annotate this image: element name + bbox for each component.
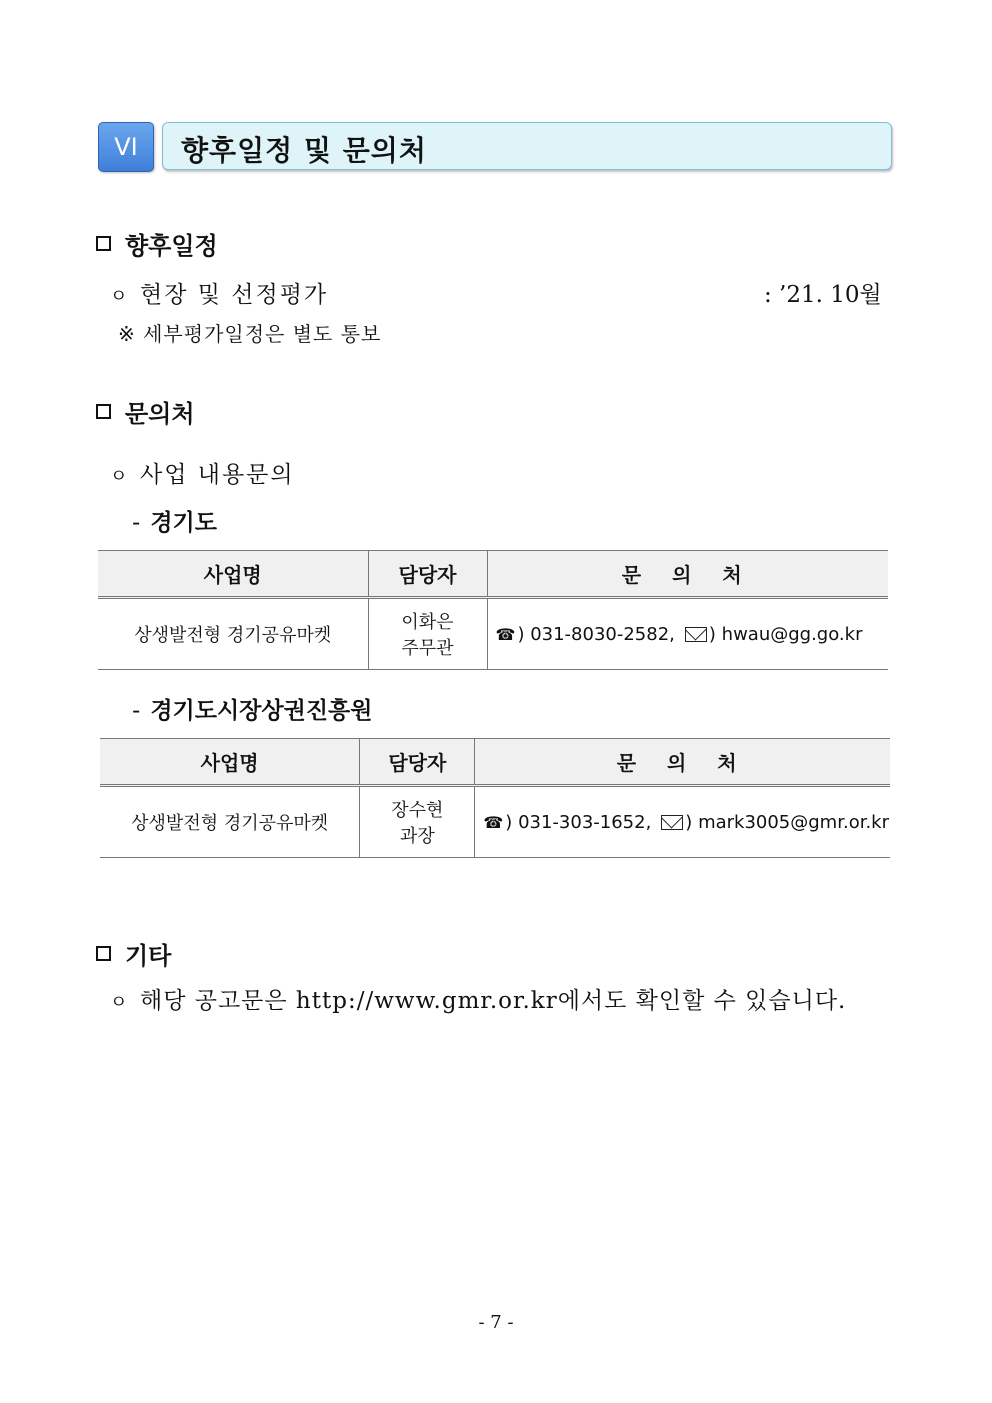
square-bullet-icon xyxy=(96,946,111,961)
email-address[interactable]: mark3005@gmr.or.kr xyxy=(698,811,889,833)
page-number: - 7 - xyxy=(478,1312,514,1333)
contact-item xyxy=(110,456,295,489)
header-person: 담당자 xyxy=(360,739,475,786)
schedule-note: ※ 세부평가일정은 별도 통보 xyxy=(118,322,382,346)
other-item xyxy=(110,982,846,1015)
section-title: 향후일정 및 문의처 xyxy=(181,134,427,167)
contact-table xyxy=(98,550,888,670)
telephone-icon: ☎ xyxy=(483,812,504,832)
phone-prefix: ) xyxy=(505,811,513,833)
contact-cell xyxy=(475,786,890,858)
project-name: 상생발전형 경기공유마켓 xyxy=(98,598,368,670)
phone-prefix: ) xyxy=(517,623,525,645)
schedule-heading-text: 향후일정 xyxy=(125,232,218,260)
contact-heading xyxy=(96,394,195,429)
person-cell xyxy=(368,598,487,670)
contact-cell xyxy=(487,598,888,670)
telephone-icon: ☎ xyxy=(495,624,516,644)
email-prefix: ) xyxy=(708,623,716,645)
email-address[interactable]: hwau@gg.go.kr xyxy=(721,623,863,645)
person-title: 주무관 xyxy=(401,638,454,659)
table-row xyxy=(98,598,888,670)
header-project: 사업명 xyxy=(98,551,368,598)
header-contact: 문 의 처 xyxy=(475,739,890,786)
other-heading xyxy=(96,936,171,971)
phone-number: 031-8030-2582, xyxy=(530,623,675,645)
person-cell xyxy=(360,786,475,858)
dash-marker: - xyxy=(132,510,141,536)
section-number: VI xyxy=(98,122,154,172)
envelope-icon xyxy=(661,815,683,830)
phone-number: 031-303-1652, xyxy=(518,811,652,833)
dash-marker: - xyxy=(132,698,141,724)
header-person: 담당자 xyxy=(368,551,487,598)
contact-heading-text: 문의처 xyxy=(125,400,195,428)
contact-group-name: 경기도시장상권진흥원 xyxy=(150,698,373,724)
other-heading-text: 기타 xyxy=(125,942,172,970)
circle-bullet: ㅇ xyxy=(110,466,128,487)
envelope-icon xyxy=(685,627,707,642)
circle-bullet: ㅇ xyxy=(110,992,128,1013)
section-title-box xyxy=(162,122,892,170)
square-bullet-icon xyxy=(96,404,111,419)
project-name: 상생발전형 경기공유마켓 xyxy=(100,786,360,858)
schedule-item xyxy=(110,276,328,309)
schedule-item-label: 현장 및 선정평가 xyxy=(140,282,329,308)
contact-group-title xyxy=(132,692,373,725)
other-item-text: 해당 공고문은 http://www.gmr.or.kr에서도 확인할 수 있습니다. xyxy=(140,988,847,1014)
schedule-heading xyxy=(96,226,218,261)
circle-bullet: ㅇ xyxy=(110,286,128,307)
table-row xyxy=(100,786,890,858)
person-title: 과장 xyxy=(399,826,435,847)
contact-group-name: 경기도 xyxy=(150,510,217,536)
square-bullet-icon xyxy=(96,236,111,251)
person-name: 장수현 xyxy=(391,800,444,821)
contact-item-label: 사업 내용문의 xyxy=(140,462,295,488)
header-contact: 문 의 처 xyxy=(487,551,888,598)
header-project: 사업명 xyxy=(100,739,360,786)
contact-group-title xyxy=(132,504,217,537)
schedule-item-date: : ’21. 10월 xyxy=(764,282,882,308)
contact-table xyxy=(100,738,890,858)
email-prefix: ) xyxy=(685,811,693,833)
person-name: 이화은 xyxy=(401,612,454,633)
section-header xyxy=(98,122,894,172)
